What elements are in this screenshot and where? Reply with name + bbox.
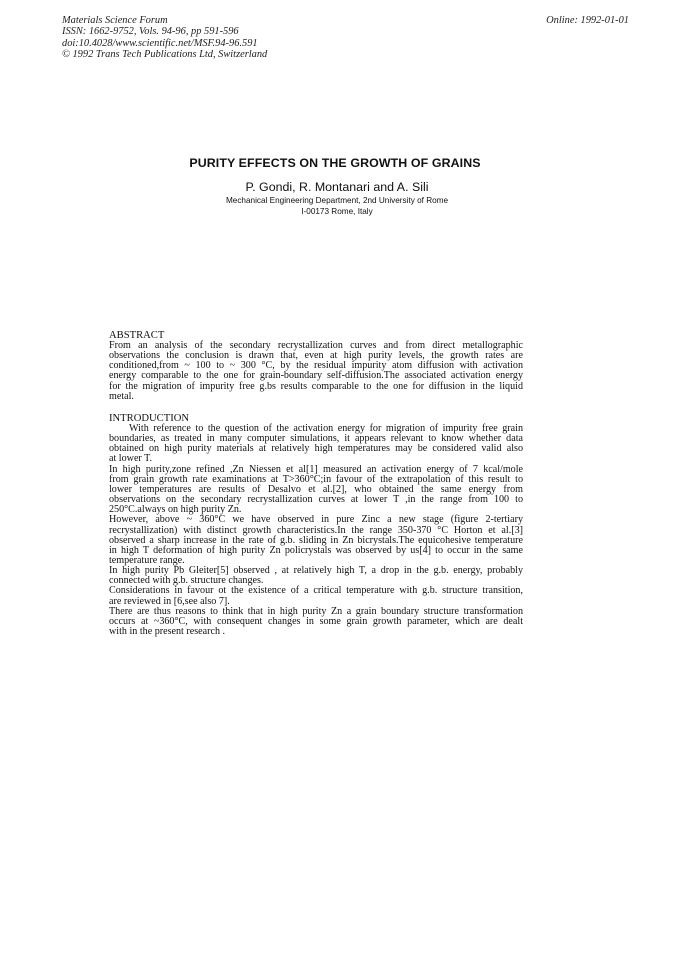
text-line: boundaries, as treated in many computer simulations, it appears relevant to know whether data bbox=[109, 433, 523, 445]
text-line: energy comparable to the one for grain-boundary self-diffusion.The associated activation energy bbox=[109, 370, 523, 382]
text-line: There are thus reasons to think that in high purity Zn a grain boundary structure transformation bbox=[109, 605, 523, 617]
intro-paragraph-3 bbox=[109, 515, 523, 566]
authors: P. Gondi, R. Montanari and A. Sili bbox=[245, 180, 429, 194]
intro-paragraph-1 bbox=[109, 424, 523, 465]
intro-paragraph-4 bbox=[109, 566, 523, 586]
copyright-line: © 1992 Trans Tech Publications Ltd, Switzerland bbox=[62, 49, 268, 61]
text-line: In high purity,zone refined ,Zn Niessen et al[1] measured an activation energy of 7 kcal/mole bbox=[109, 463, 523, 475]
text-line: are reviewed in [6,see also 7]. bbox=[109, 595, 230, 607]
introduction-heading: INTRODUCTION bbox=[109, 412, 190, 424]
text-line: In high purity Pb Gleiter[5] observed , at relatively high T, a drop in the g.b. energy, probably bbox=[109, 565, 523, 577]
abstract-heading: ABSTRACT bbox=[109, 330, 165, 341]
text-line: recrystallization) with distinct growth characteristics.In the range 350-370 °C Horton et al.[3] bbox=[109, 524, 523, 536]
text-line: observed a sharp increase in the rate of g.b. sliding in Zn bicrystals.The equicohesive temperature bbox=[109, 534, 523, 546]
text-line: in high T deformation of high purity Zn policrystals was observed by us[4] to occur in the same bbox=[109, 544, 523, 556]
text-line: occurs at ~360°C, with consequent changes in some grain growth parameter, which are dealt bbox=[109, 615, 523, 627]
text-line: obtained on high purity materials at relatively high temperatures may be considered valid also bbox=[109, 443, 523, 455]
abstract-paragraph bbox=[109, 341, 523, 402]
text-line: with in the present research . bbox=[109, 626, 226, 638]
journal-name: Materials Science Forum bbox=[62, 15, 168, 26]
issn-line: ISSN: 1662-9752, Vols. 94-96, pp 591-596 bbox=[62, 26, 239, 38]
text-line: From an analysis of the secondary recrystallization curves and from direct metallographic bbox=[109, 340, 523, 351]
online-date: Online: 1992-01-01 bbox=[546, 15, 629, 26]
title-block bbox=[0, 155, 678, 217]
text-line: observations the conclusion is drawn that, even at high purity levels, the growth rates are bbox=[109, 350, 523, 362]
text-line: However, above ~ 360°C we have observed in pure Zinc a new stage (figure 2-tertiary bbox=[109, 514, 523, 526]
affiliation-line-2: I-00173 Rome, Italy bbox=[301, 207, 373, 216]
intro-paragraph-5 bbox=[109, 586, 523, 606]
intro-paragraph-6 bbox=[109, 607, 523, 637]
text-line: lower temperatures are results of Desalvo et al.[2], who obtained the same energy from bbox=[109, 483, 523, 495]
text-line: Considerations in favour ot the existence of a critical temperature with g.b. structure transition, bbox=[109, 585, 523, 597]
body-text bbox=[109, 330, 523, 637]
text-line: temperature range. bbox=[109, 554, 185, 566]
section-gap bbox=[109, 402, 523, 413]
text-line: With reference to the question of the activation energy for migration of impurity free grain bbox=[129, 422, 523, 434]
text-line: from grain growth rate examinations at T>360°C;in favour of the extrapolation of this result to bbox=[109, 473, 523, 485]
text-line: conditioned,from ~ 100 to ~ 300 °C, by the residual impurity atom diffusion with activation bbox=[109, 360, 523, 372]
text-line: at lower T. bbox=[109, 453, 153, 465]
affiliation-line-1: Mechanical Engineering Department, 2nd University of Rome bbox=[225, 196, 449, 205]
text-line: observations on the secondary recrystallization curves at lower T ,in the range from 100 to bbox=[109, 494, 523, 506]
text-line: metal. bbox=[109, 390, 134, 402]
intro-paragraph-2 bbox=[109, 465, 523, 516]
text-line: connected with g.b. structure changes. bbox=[109, 575, 264, 587]
journal-header bbox=[62, 15, 267, 61]
doi-line: doi:10.4028/www.scientific.net/MSF.94-96.591 bbox=[62, 37, 258, 49]
text-line: 250°C.always on high purity Zn. bbox=[109, 504, 242, 516]
text-line: for the migration of impurity free g.bs results comparable to the one for diffusion in the liquid bbox=[109, 380, 523, 392]
paper-title: PURITY EFFECTS ON THE GROWTH OF GRAINS bbox=[189, 156, 481, 170]
